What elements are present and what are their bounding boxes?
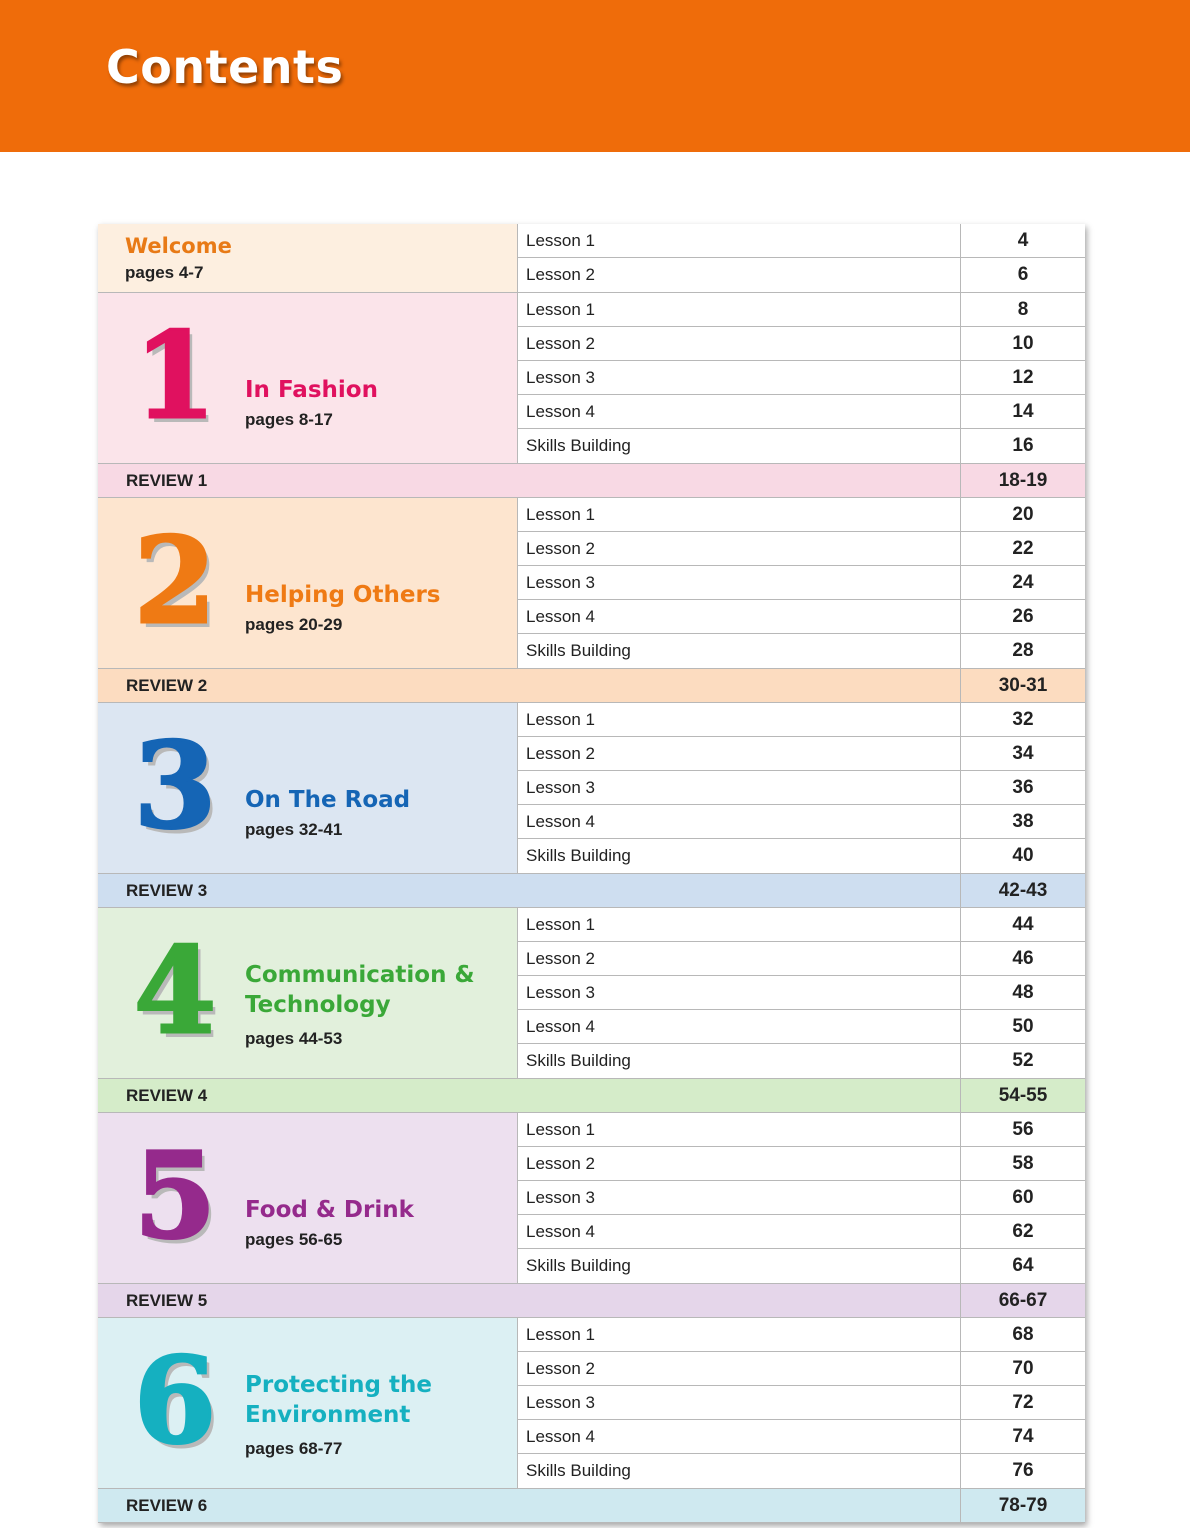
lesson-label: Lesson 3 [518, 361, 961, 394]
unit-number: 2 [134, 511, 217, 650]
unit-panel [98, 908, 518, 1078]
unit-title-line: Communication & [245, 962, 475, 988]
review-row[interactable] [98, 874, 1085, 908]
unit-section [98, 498, 1085, 669]
page-number: 44 [1012, 914, 1034, 935]
page-number: 10 [1012, 333, 1034, 354]
lesson-label: Skills Building [518, 1044, 961, 1078]
lesson-label: Lesson 2 [518, 1147, 961, 1180]
lesson-row[interactable] [518, 258, 1085, 292]
welcome-pages: pages 4-7 [125, 263, 204, 282]
lesson-label: Lesson 1 [518, 1318, 961, 1351]
unit-title-line: Environment [245, 1402, 411, 1428]
review-page-number: 42-43 [998, 880, 1048, 901]
review-row[interactable] [98, 464, 1085, 498]
unit-title-line: Helping Others [245, 582, 441, 608]
lesson-row[interactable] [518, 1215, 1085, 1249]
lesson-label: Lesson 1 [518, 703, 961, 736]
lesson-row[interactable] [518, 1420, 1085, 1454]
lesson-row[interactable] [518, 1352, 1085, 1386]
page-number: 68 [1012, 1324, 1034, 1345]
lesson-label: Lesson 2 [518, 737, 961, 770]
page-number: 74 [1012, 1426, 1034, 1447]
unit-section [98, 908, 1085, 1079]
page-number: 6 [1017, 264, 1029, 285]
unit-rows [518, 1113, 1085, 1283]
page-number: 16 [1012, 435, 1034, 456]
review-label: REVIEW 5 [98, 1284, 961, 1317]
page-number: 56 [1012, 1119, 1034, 1140]
page-number: 4 [1017, 230, 1029, 251]
page-title: Contents [106, 40, 344, 94]
lesson-label: Lesson 2 [518, 258, 961, 292]
page-number: 28 [1012, 640, 1034, 661]
lesson-row[interactable] [518, 600, 1085, 634]
page-number: 36 [1012, 777, 1034, 798]
page-number: 24 [1012, 572, 1034, 593]
unit-section [98, 1113, 1085, 1284]
lesson-row[interactable] [518, 634, 1085, 668]
page-number: 70 [1012, 1358, 1034, 1379]
review-label: REVIEW 3 [98, 874, 961, 907]
review-row[interactable] [98, 669, 1085, 703]
lesson-label: Lesson 1 [518, 908, 961, 941]
unit-title [245, 1370, 432, 1430]
lesson-row[interactable] [518, 839, 1085, 873]
lesson-row[interactable] [518, 908, 1085, 942]
lesson-label: Lesson 2 [518, 532, 961, 565]
page-number: 60 [1012, 1187, 1034, 1208]
unit-panel [98, 1318, 518, 1488]
page-number: 64 [1012, 1255, 1034, 1276]
lesson-row[interactable] [518, 532, 1085, 566]
unit-number: 5 [134, 1126, 217, 1265]
lesson-row[interactable] [518, 361, 1085, 395]
lesson-row[interactable] [518, 942, 1085, 976]
lesson-row[interactable] [518, 1386, 1085, 1420]
welcome-panel [98, 224, 518, 292]
lesson-row[interactable] [518, 1044, 1085, 1078]
page-number: 8 [1017, 299, 1029, 320]
lesson-row[interactable] [518, 1181, 1085, 1215]
unit-title-line: Technology [245, 992, 391, 1018]
lesson-row[interactable] [518, 1454, 1085, 1488]
unit-pages: pages 68-77 [245, 1439, 343, 1458]
page-number: 48 [1012, 982, 1034, 1003]
page-number: 38 [1012, 811, 1034, 832]
unit-title [245, 960, 475, 1020]
unit-title-line: In Fashion [245, 377, 378, 403]
lesson-row[interactable] [518, 703, 1085, 737]
lesson-row[interactable] [518, 976, 1085, 1010]
page-number: 58 [1012, 1153, 1034, 1174]
contents-table [98, 224, 1085, 1523]
lesson-label: Lesson 4 [518, 395, 961, 428]
page-number: 46 [1012, 948, 1034, 969]
lesson-label: Skills Building [518, 839, 961, 873]
lesson-row[interactable] [518, 327, 1085, 361]
lesson-row[interactable] [518, 1249, 1085, 1283]
unit-pages: pages 32-41 [245, 820, 343, 839]
unit-pages: pages 56-65 [245, 1230, 343, 1249]
unit-title [245, 785, 410, 815]
unit-title-line: Food & Drink [245, 1197, 414, 1223]
lesson-row[interactable] [518, 498, 1085, 532]
unit-title-line: Protecting the [245, 1372, 432, 1398]
page-number: 32 [1012, 709, 1034, 730]
unit-panel [98, 293, 518, 463]
review-page-number: 18-19 [998, 470, 1048, 491]
page-number: 72 [1012, 1392, 1034, 1413]
lesson-label: Lesson 2 [518, 1352, 961, 1385]
lesson-label: Lesson 4 [518, 1215, 961, 1248]
unit-rows [518, 908, 1085, 1078]
page-number: 20 [1012, 504, 1034, 525]
unit-number: 1 [134, 306, 217, 445]
lesson-label: Lesson 3 [518, 1181, 961, 1214]
lesson-row[interactable] [518, 805, 1085, 839]
unit-title [245, 580, 440, 610]
lesson-label: Lesson 1 [518, 293, 961, 326]
review-page-number: 78-79 [998, 1495, 1048, 1516]
unit-panel [98, 703, 518, 873]
lesson-label: Lesson 3 [518, 771, 961, 804]
unit-section [98, 1318, 1085, 1489]
unit-rows [518, 1318, 1085, 1488]
review-row[interactable] [98, 1284, 1085, 1318]
lesson-row[interactable] [518, 566, 1085, 600]
page-number: 76 [1012, 1460, 1034, 1481]
unit-title [245, 375, 378, 405]
unit-panel [98, 498, 518, 668]
lesson-label: Lesson 4 [518, 805, 961, 838]
lesson-row[interactable] [518, 771, 1085, 805]
review-page-number: 54-55 [998, 1085, 1048, 1106]
page-number: 14 [1012, 401, 1034, 422]
page-number: 62 [1012, 1221, 1034, 1242]
lesson-row[interactable] [518, 1010, 1085, 1044]
lesson-row[interactable] [518, 293, 1085, 327]
welcome-section [98, 224, 1085, 293]
lesson-label: Lesson 2 [518, 942, 961, 975]
header-banner [0, 0, 1190, 152]
page-number: 52 [1012, 1050, 1034, 1071]
unit-rows [518, 703, 1085, 873]
unit-number: 4 [134, 921, 217, 1060]
page-number: 12 [1012, 367, 1034, 388]
page-number: 26 [1012, 606, 1034, 627]
page-number: 50 [1012, 1016, 1034, 1037]
lesson-row[interactable] [518, 1113, 1085, 1147]
lesson-label: Lesson 4 [518, 1010, 961, 1043]
lesson-label: Lesson 4 [518, 1420, 961, 1453]
lesson-row[interactable] [518, 395, 1085, 429]
lesson-label: Lesson 4 [518, 600, 961, 633]
lesson-label: Lesson 2 [518, 327, 961, 360]
unit-section [98, 293, 1085, 464]
lesson-label: Lesson 3 [518, 1386, 961, 1419]
lesson-row[interactable] [518, 737, 1085, 771]
review-row[interactable] [98, 1079, 1085, 1113]
unit-rows [518, 293, 1085, 463]
lesson-label: Lesson 1 [518, 224, 961, 257]
lesson-label: Lesson 1 [518, 1113, 961, 1146]
lesson-label: Skills Building [518, 634, 961, 668]
lesson-label: Skills Building [518, 429, 961, 463]
unit-rows [518, 498, 1085, 668]
unit-title [245, 1195, 414, 1225]
unit-number: 3 [134, 716, 217, 855]
page-number: 22 [1012, 538, 1034, 559]
review-label: REVIEW 4 [98, 1079, 961, 1112]
lesson-label: Skills Building [518, 1454, 961, 1488]
lesson-label: Lesson 1 [518, 498, 961, 531]
lesson-row[interactable] [518, 1318, 1085, 1352]
unit-title-line: On The Road [245, 787, 411, 813]
lesson-row[interactable] [518, 224, 1085, 258]
lesson-row[interactable] [518, 1147, 1085, 1181]
unit-pages: pages 8-17 [245, 410, 333, 429]
review-page-number: 30-31 [998, 675, 1048, 696]
lesson-label: Skills Building [518, 1249, 961, 1283]
review-page-number: 66-67 [998, 1290, 1048, 1311]
lesson-row[interactable] [518, 429, 1085, 463]
welcome-title: Welcome [125, 234, 232, 258]
unit-section [98, 703, 1085, 874]
unit-pages: pages 20-29 [245, 615, 343, 634]
review-label: REVIEW 1 [98, 464, 961, 497]
review-label: REVIEW 2 [98, 669, 961, 702]
unit-panel [98, 1113, 518, 1283]
unit-number: 6 [134, 1331, 217, 1470]
unit-pages: pages 44-53 [245, 1029, 343, 1048]
page-number: 40 [1012, 845, 1034, 866]
review-label: REVIEW 6 [98, 1489, 961, 1522]
lesson-label: Lesson 3 [518, 976, 961, 1009]
review-row[interactable] [98, 1489, 1085, 1523]
page-number: 34 [1012, 743, 1034, 764]
welcome-rows [518, 224, 1085, 292]
lesson-label: Lesson 3 [518, 566, 961, 599]
